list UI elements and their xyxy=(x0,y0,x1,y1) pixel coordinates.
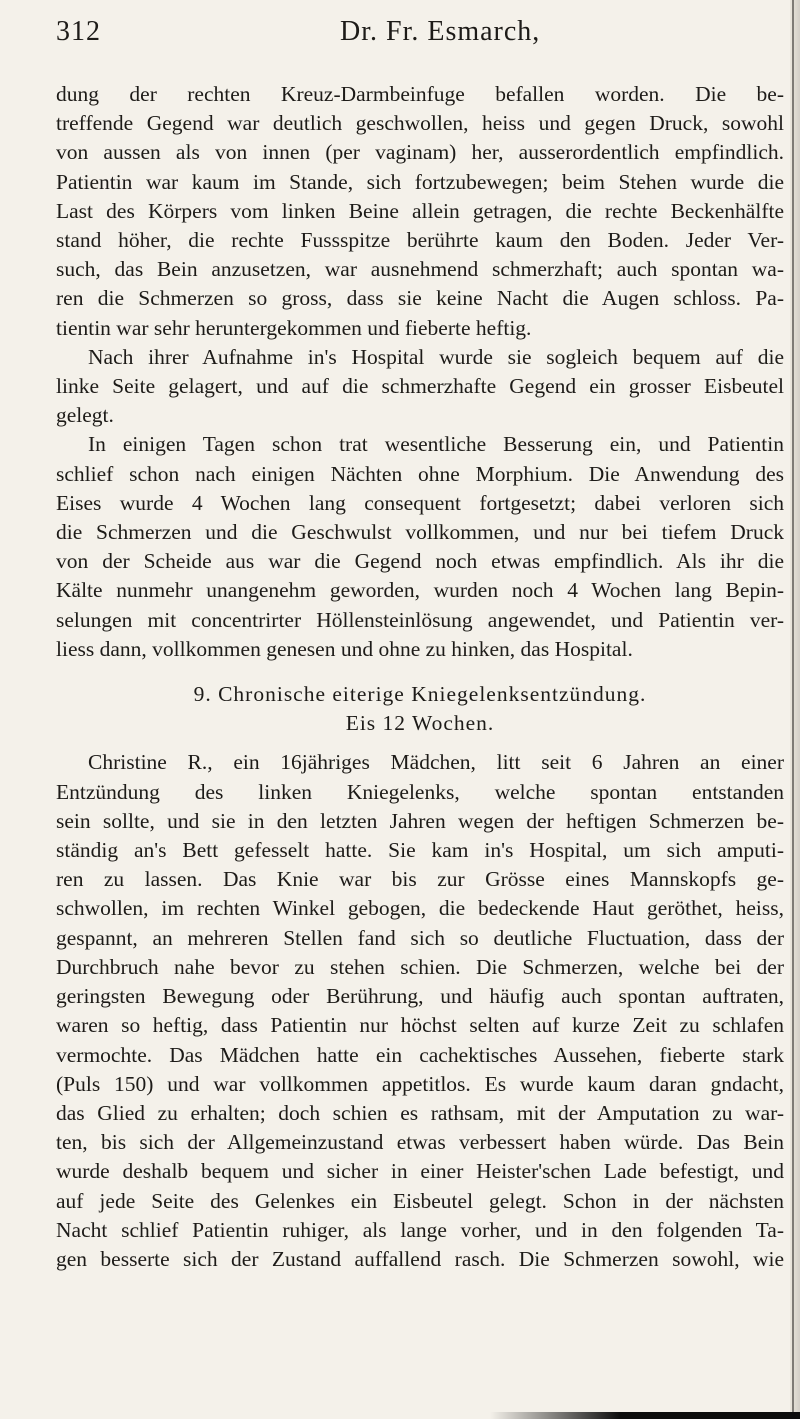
heading-spacer xyxy=(56,738,784,748)
paragraph-4 xyxy=(56,748,784,1274)
text-line: gespannt, an mehreren Stellen fand sich so deutliche Fluctuation, dass der xyxy=(56,925,784,950)
text-line: Durchbruch nahe bevor zu stehen schien. Die Schmerzen, welche bei der xyxy=(56,954,784,979)
text-line: Nach ihrer Aufnahme in's Hospital wurde sie sogleich bequem auf die xyxy=(88,344,784,369)
text-line: ten, bis sich der Allgemeinzustand etwas verbessert haben würde. Das Bein xyxy=(56,1130,784,1155)
text-line: (Puls 150) und war vollkommen appetitlos. Es wurde kaum daran gndacht, xyxy=(56,1071,784,1096)
text-line: linke Seite gelagert, und auf die schmerzhafte Gegend ein grosser Eisbeutel xyxy=(56,374,784,399)
text-line: Christine R., ein 16jähriges Mädchen, litt seit 6 Jahren an einer xyxy=(88,750,784,775)
text-line: such, das Bein anzusetzen, war ausnehmend schmerzhaft; auch spontan wa- xyxy=(56,257,784,282)
text-line: Last des Körpers vom linken Beine allein getragen, die rechte Beckenhälfte xyxy=(56,198,784,223)
text-line: vermochte. Das Mädchen hatte ein cachektisches Aussehen, fieberte stark xyxy=(56,1042,784,1067)
text-line: schwollen, im rechten Winkel gebogen, die bedeckende Haut geröthet, heiss, xyxy=(56,896,784,921)
text-line: sein sollte, und sie in den letzten Jahren wegen der heftigen Schmerzen be- xyxy=(56,808,784,833)
text-line: Kälte nunmehr unangenehm geworden, wurden noch 4 Wochen lang Bepin- xyxy=(56,578,784,603)
text-line: stand höher, die rechte Fussspitze berührte kaum den Boden. Jeder Ver- xyxy=(56,228,784,253)
text-line: Entzündung des linken Kniegelenks, welche spontan entstanden xyxy=(56,779,784,804)
page-edge-line xyxy=(792,0,794,1419)
text-line: die Schmerzen und die Geschwulst vollkommen, und nur bei tiefem Druck xyxy=(56,520,784,545)
text-line: das Glied zu erhalten; doch schien es rathsam, mit der Amputation zu war- xyxy=(56,1100,784,1125)
text-line: schlief schon nach einigen Nächten ohne Morphium. Die Anwendung des xyxy=(56,461,784,486)
text-line: treffende Gegend war deutlich geschwollen, heiss und gegen Druck, sowohl xyxy=(56,111,784,136)
text-line: von der Scheide aus war die Gegend noch etwas empfindlich. Als ihr die xyxy=(56,549,784,574)
text-line: geringsten Bewegung oder Berührung, und häufig auch spontan auftraten, xyxy=(56,984,784,1009)
text-line: tientin war sehr heruntergekommen und fieberte heftig. xyxy=(56,315,532,340)
paragraph-2 xyxy=(56,343,784,431)
text-line: gelegt. xyxy=(56,403,114,428)
running-head: Dr. Fr. Esmarch, xyxy=(340,16,541,47)
text-line: Patientin war kaum im Stande, sich fortzubewegen; beim Stehen wurde die xyxy=(56,169,784,194)
text-line: waren so heftig, dass Patientin nur höchst selten auf kurze Zeit zu schlafen xyxy=(56,1013,784,1038)
text-line: Eises wurde 4 Wochen lang consequent fortgesetzt; dabei verloren sich xyxy=(56,490,784,515)
text-line: liess dann, vollkommen genesen und ohne zu hinken, das Hospital. xyxy=(56,636,633,661)
text-line: ständig an's Bett gefesselt hatte. Sie kam in's Hospital, um sich amputi- xyxy=(56,838,784,863)
section-subheading: Eis 12 Wochen. xyxy=(345,711,495,736)
text-line: von aussen als von innen (per vaginam) her, ausserordentlich empfindlich. xyxy=(56,140,784,165)
text-line: auf jede Seite des Gelenkes ein Eisbeutel gelegt. Schon in der nächsten xyxy=(56,1188,784,1213)
text-line: In einigen Tagen schon trat wesentliche Besserung ein, und Patientin xyxy=(88,432,784,457)
text-line: wurde deshalb bequem und sicher in einer Heister'schen Lade befestigt, und xyxy=(56,1159,784,1184)
paragraph-1 xyxy=(56,80,784,343)
text-line: selungen mit concentrirter Höllensteinlösung angewendet, und Patientin ver- xyxy=(56,607,784,632)
page-number: 312 xyxy=(56,16,101,47)
text-line: gen besserte sich der Zustand auffallend rasch. Die Schmerzen sowohl, wie xyxy=(56,1246,784,1271)
body-text xyxy=(56,80,784,1274)
section-heading: 9. Chronische eiterige Kniegelenksentzündung. xyxy=(193,682,647,707)
paragraph-3 xyxy=(56,430,784,664)
page-header xyxy=(56,16,756,56)
text-line: ren die Schmerzen so gross, dass sie keine Nacht die Augen schloss. Pa- xyxy=(56,286,784,311)
text-line: ren zu lassen. Das Knie war bis zur Grösse eines Mannskopfs ge- xyxy=(56,867,784,892)
bottom-scan-bar xyxy=(490,1412,800,1419)
text-line: Nacht schlief Patientin ruhiger, als lange vorher, und in den folgenden Ta- xyxy=(56,1217,784,1242)
text-line: dung der rechten Kreuz-Darmbeinfuge befallen worden. Die be- xyxy=(56,82,784,106)
